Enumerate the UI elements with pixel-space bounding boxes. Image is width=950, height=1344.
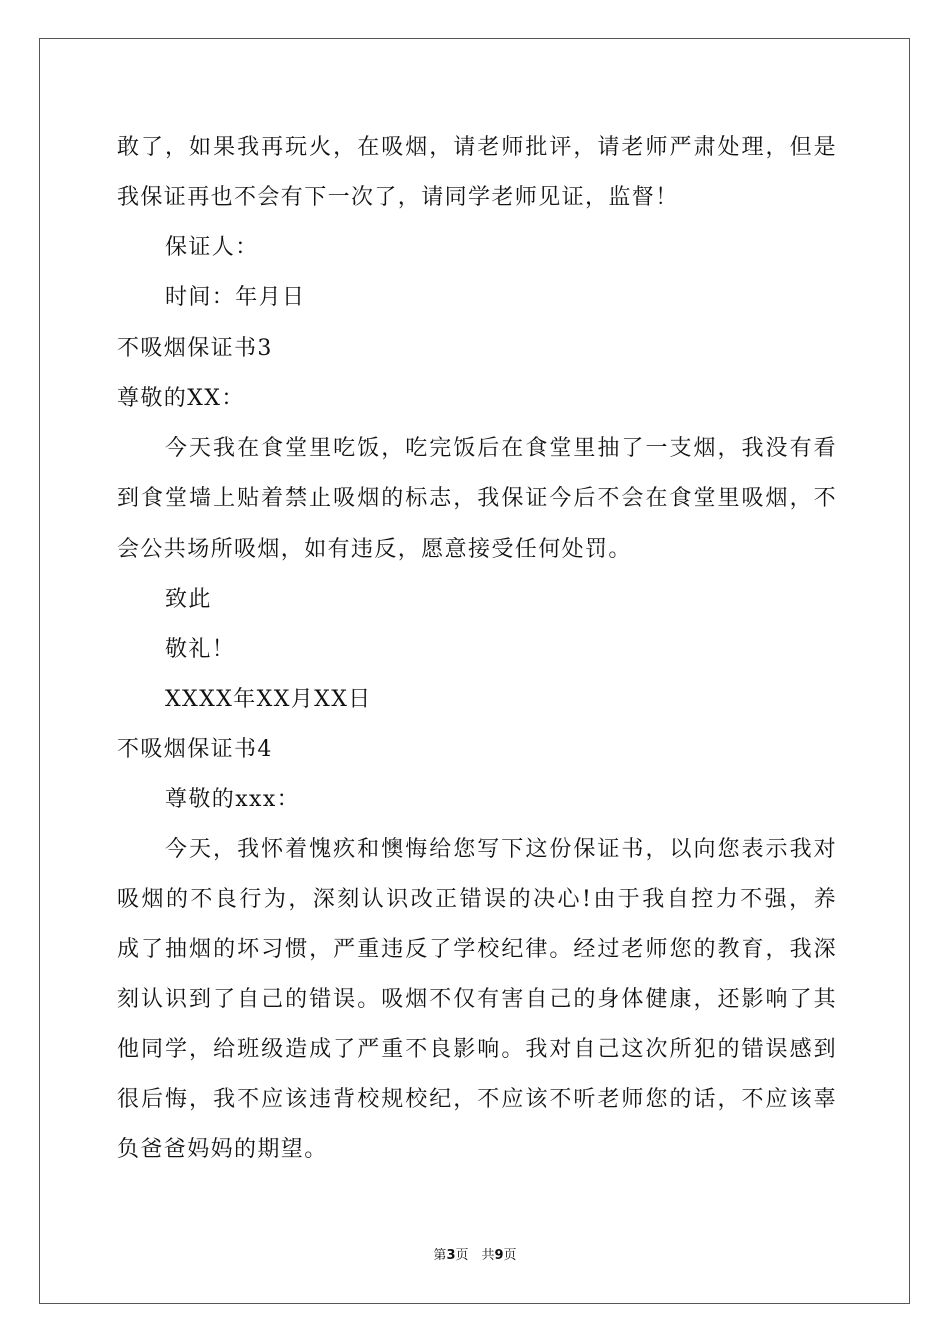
paragraph-line: 到食堂墙上贴着禁止吸烟的标志，我保证今后不会在食堂里吸烟，不 xyxy=(117,486,837,511)
paragraph-line: 他同学，给班级造成了严重不良影响。我对自己这次所犯的错误感到 xyxy=(117,1037,837,1062)
salutation: 尊敬的xxx： xyxy=(165,787,301,812)
guarantor-label: 保证人： xyxy=(165,235,259,260)
paragraph-line: 会公共场所吸烟，如有违反，愿意接受任何处罚。 xyxy=(117,537,632,562)
paragraph-line: 吸烟的不良行为，深刻认识改正错误的决心!由于我自控力不强，养 xyxy=(117,887,837,912)
page-number-footer xyxy=(0,1247,950,1265)
paragraph-line: 负爸爸妈妈的期望。 xyxy=(117,1137,328,1162)
paragraph-line: 很后悔，我不应该违背校规校纪，不应该不听老师您的话，不应该辜 xyxy=(117,1087,837,1112)
paragraph-line: 成了抽烟的坏习惯，严重违反了学校纪律。经过老师您的教育，我深 xyxy=(117,937,837,962)
closing-line: 敬礼！ xyxy=(165,637,236,662)
footer-prefix: 第 xyxy=(433,1248,447,1263)
closing-line: 致此 xyxy=(165,587,212,612)
section-title: 不吸烟保证书3 xyxy=(117,336,273,361)
paragraph-line: 敢了，如果我再玩火，在吸烟，请老师批评，请老师严肃处理，但是 xyxy=(117,135,837,160)
section-title: 不吸烟保证书4 xyxy=(117,737,273,762)
footer-suffix: 页 xyxy=(503,1248,517,1263)
salutation: 尊敬的XX： xyxy=(117,386,245,411)
footer-current-page: 3 xyxy=(446,1248,456,1263)
signature-date: XXXX年XX月XX日 xyxy=(165,687,372,712)
date-label: 时间：年月日 xyxy=(165,285,306,310)
footer-total-pages: 9 xyxy=(494,1248,504,1263)
paragraph-line: 刻认识到了自己的错误。吸烟不仅有害自己的身体健康，还影响了其 xyxy=(117,987,837,1012)
footer-mid: 页 共 xyxy=(455,1248,495,1263)
paragraph-line: 今天，我怀着愧疚和懊悔给您写下这份保证书，以向您表示我对 xyxy=(165,837,837,862)
paragraph-line: 今天我在食堂里吃饭，吃完饭后在食堂里抽了一支烟，我没有看 xyxy=(165,436,837,461)
paragraph-line: 我保证再也不会有下一次了，请同学老师见证，监督！ xyxy=(117,185,679,210)
